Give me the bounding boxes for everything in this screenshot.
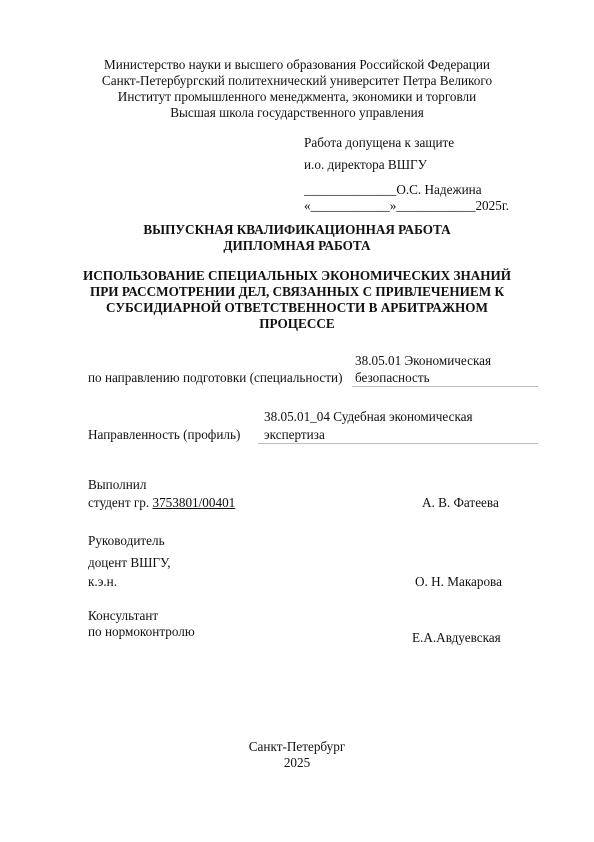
thesis-title-line: ИСПОЛЬЗОВАНИЕ СПЕЦИАЛЬНЫХ ЭКОНОМИЧЕСКИХ ЗНАНИЙ bbox=[83, 268, 511, 283]
student-label: Выполнил bbox=[88, 477, 147, 492]
footer-year: 2025 bbox=[283, 755, 311, 770]
thesis-title-line: ПРИ РАССМОТРЕНИИ ДЕЛ, СВЯЗАННЫХ С ПРИВЛЕЧЕНИЕМ К bbox=[89, 284, 505, 299]
consultant-label: Консультант bbox=[88, 608, 159, 623]
approval-admitted: Работа допущена к защите bbox=[304, 135, 455, 150]
work-type-line1: ВЫПУСКНАЯ КВАЛИФИКАЦИОННАЯ РАБОТА bbox=[143, 222, 451, 237]
supervisor-degree: к.э.н. bbox=[88, 574, 118, 589]
institute-line: Институт промышленного менеджмента, экономики и торговли bbox=[117, 89, 477, 104]
thesis-title-line: ПРОЦЕССЕ bbox=[259, 316, 335, 331]
ministry-line: Министерство науки и высшего образования Российской Федерации bbox=[104, 57, 490, 72]
profile-label: Направленность (профиль) bbox=[88, 427, 241, 442]
consultant-name: Е.А.Авдуевская bbox=[412, 630, 501, 645]
profile-underline bbox=[258, 443, 538, 444]
student-group-line bbox=[88, 495, 235, 510]
direction-value-line2: безопасность bbox=[355, 370, 430, 385]
approval-director: и.о. директора ВШГУ bbox=[304, 157, 427, 172]
footer-city: Санкт-Петербург bbox=[248, 739, 346, 754]
university-line: Санкт-Петербургский политехнический университет Петра Великого bbox=[101, 73, 493, 88]
profile-value-line1: 38.05.01_04 Судебная экономическая bbox=[264, 409, 473, 424]
approval-signature-line: ______________О.С. Надежина bbox=[304, 182, 482, 197]
supervisor-position: доцент ВШГУ, bbox=[88, 555, 171, 570]
school-line: Высшая школа государственного управления bbox=[170, 105, 424, 120]
supervisor-name: О. Н. Макарова bbox=[415, 574, 502, 589]
approval-date-line: «____________»____________2025г. bbox=[304, 198, 510, 213]
direction-value-line1: 38.05.01 Экономическая bbox=[355, 353, 492, 368]
supervisor-label: Руководитель bbox=[88, 533, 165, 548]
profile-value-line2: экспертиза bbox=[264, 427, 325, 442]
student-group-number: 3753801/00401 bbox=[152, 495, 236, 510]
student-name: А. В. Фатеева bbox=[422, 495, 499, 510]
consultant-role: по нормоконтролю bbox=[88, 624, 195, 639]
thesis-title-line: СУБСИДИАРНОЙ ОТВЕТСТВЕННОСТИ В АРБИТРАЖНОМ bbox=[106, 300, 488, 315]
work-type-line2: ДИПЛОМНАЯ РАБОТА bbox=[223, 238, 371, 253]
direction-label: по направлению подготовки (специальности) bbox=[88, 370, 343, 385]
direction-underline bbox=[352, 386, 538, 387]
student-group-prefix: студент гр. bbox=[88, 495, 153, 510]
